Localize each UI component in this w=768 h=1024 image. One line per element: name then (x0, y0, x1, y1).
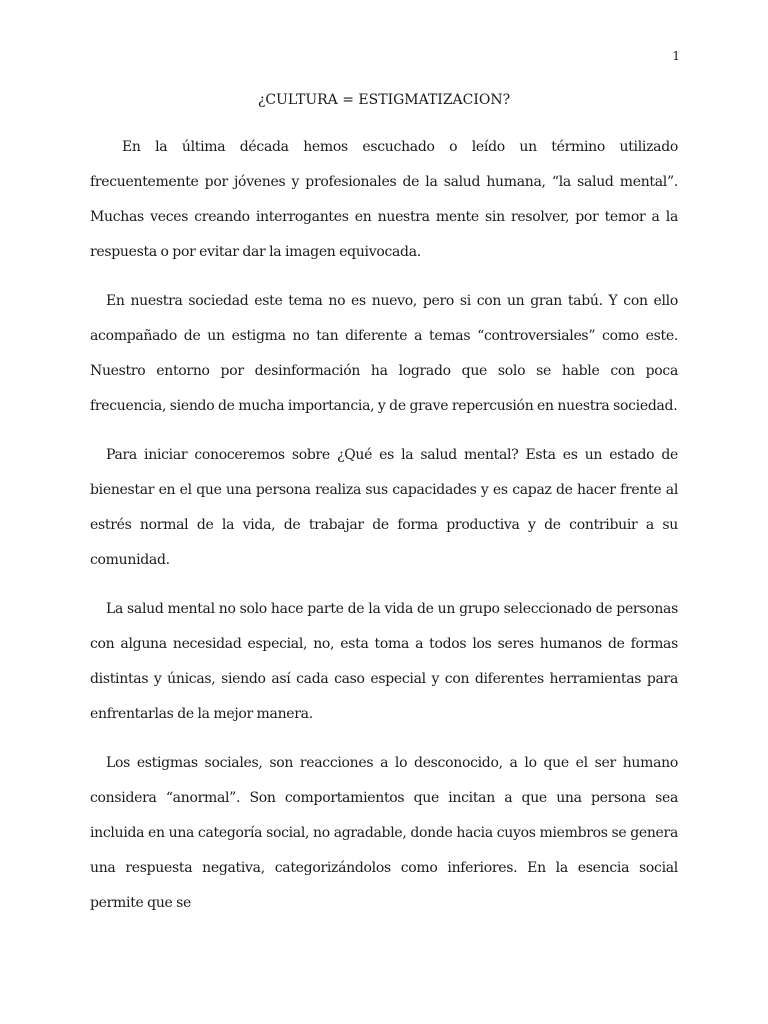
paragraph-intro: En la última década hemos escuchado o leído un término utilizado frecuentemente por jóvenes y profesionales de la salud humana, “la salud mental”. Muchas veces creando interrogantes en nuestra mente sin resolver, por temor a la respuesta o por evitar dar la imagen equivocada. (90, 139, 678, 260)
document-title: ¿CULTURA = ESTIGMATIZACION? (257, 92, 511, 108)
paragraph-scope: La salud mental no solo hace parte de la vida de un grupo seleccionado de personas con alguna necesidad especial, no, esta toma a todos los seres humanos de formas distintas y únicas, siendo así cada caso especial y con diferentes herramientas para enfrentarlas de la mejor manera. (90, 601, 678, 722)
paragraph-stigma: Los estigmas sociales, son reacciones a lo desconocido, a lo que el ser humano considera “anormal”. Son comportamientos que incitan a que una persona sea incluida en una categoría social, no agradable, donde hacia cuyos miembros se genera una respuesta negativa, categorizándolos como inferiores. En la esencia social permite que se (90, 755, 678, 911)
document-body (90, 130, 678, 935)
paragraph-society: En nuestra sociedad este tema no es nuevo, pero si con un gran tabú. Y con ello acompañado de un estigma no tan diferente a temas “controversiales” como este. Nuestro entorno por desinformación ha logrado que solo se hable con poca frecuencia, siendo de mucha importancia, y de grave repercusión en nuestra sociedad. (90, 293, 678, 414)
paragraph-definition: Para iniciar conoceremos sobre ¿Qué es la salud mental? Esta es un estado de bienestar en el que una persona realiza sus capacidades y es capaz de hacer frente al estrés normal de la vida, de trabajar de forma productiva y de contribuir a su comunidad. (90, 447, 678, 568)
page-number: 1 (672, 49, 680, 63)
